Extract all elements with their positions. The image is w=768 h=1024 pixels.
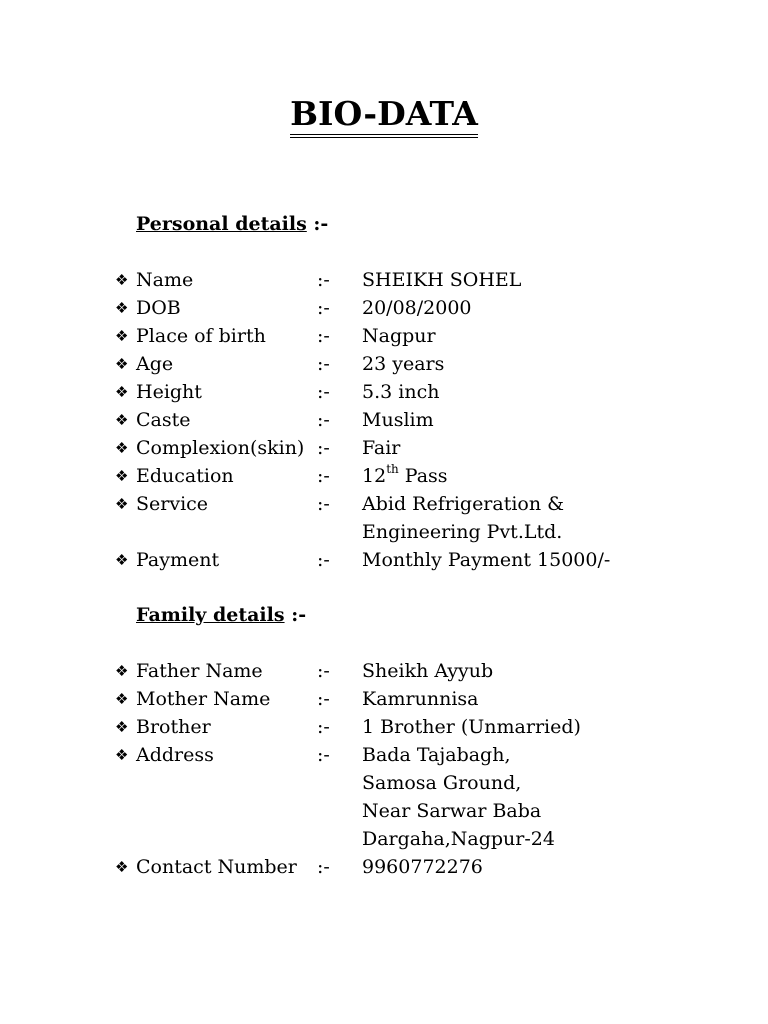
field-separator: :- bbox=[317, 437, 330, 459]
row-father-name bbox=[0, 657, 768, 685]
row-age bbox=[0, 350, 768, 378]
field-value: SHEIKH SOHEL bbox=[362, 269, 522, 291]
field-label: Contact Number bbox=[136, 856, 297, 878]
field-value: Abid Refrigeration & bbox=[362, 493, 565, 515]
field-separator: :- bbox=[317, 325, 330, 347]
field-label: Service bbox=[136, 493, 209, 515]
field-value: 9960772276 bbox=[362, 856, 483, 878]
field-value: 5.3 inch bbox=[362, 381, 440, 403]
field-value-continuation: Near Sarwar Baba bbox=[362, 800, 542, 822]
field-label: Height bbox=[136, 381, 202, 403]
field-separator: :- bbox=[317, 409, 330, 431]
row-address bbox=[0, 741, 768, 769]
field-separator: :- bbox=[317, 660, 330, 682]
four-diamond-bullet-icon: ❖ bbox=[115, 383, 129, 401]
row-service bbox=[0, 490, 768, 518]
four-diamond-bullet-icon: ❖ bbox=[115, 551, 129, 569]
personal-details-heading bbox=[136, 212, 328, 236]
four-diamond-bullet-icon: ❖ bbox=[115, 271, 129, 289]
four-diamond-bullet-icon: ❖ bbox=[115, 690, 129, 708]
row-education bbox=[0, 462, 768, 490]
field-label: Complexion(skin) bbox=[136, 437, 305, 459]
field-separator: :- bbox=[317, 353, 330, 375]
four-diamond-bullet-icon: ❖ bbox=[115, 746, 129, 764]
field-label: Age bbox=[136, 353, 174, 375]
heading-suffix: :- bbox=[291, 604, 307, 626]
field-value: Fair bbox=[362, 437, 401, 459]
row-height bbox=[0, 378, 768, 406]
row-payment bbox=[0, 546, 768, 574]
field-value bbox=[362, 462, 448, 490]
field-value-continuation: Dargaha,Nagpur-24 bbox=[362, 828, 555, 850]
field-value: Nagpur bbox=[362, 325, 436, 347]
row-brother bbox=[0, 713, 768, 741]
field-value: Bada Tajabagh, bbox=[362, 744, 511, 766]
four-diamond-bullet-icon: ❖ bbox=[115, 299, 129, 317]
family-details-heading bbox=[136, 603, 306, 627]
field-value: Sheikh Ayyub bbox=[362, 660, 494, 682]
four-diamond-bullet-icon: ❖ bbox=[115, 439, 129, 457]
page-title bbox=[0, 94, 768, 140]
field-label: Father Name bbox=[136, 660, 263, 682]
field-label: Name bbox=[136, 269, 194, 291]
row-caste bbox=[0, 406, 768, 434]
field-label: Mother Name bbox=[136, 688, 271, 710]
field-value-continuation: Samosa Ground, bbox=[362, 772, 522, 794]
field-label: Address bbox=[136, 744, 214, 766]
field-separator: :- bbox=[317, 465, 330, 487]
field-separator: :- bbox=[317, 716, 330, 738]
field-separator: :- bbox=[317, 381, 330, 403]
four-diamond-bullet-icon: ❖ bbox=[115, 467, 129, 485]
field-value: Kamrunnisa bbox=[362, 688, 479, 710]
row-complexion bbox=[0, 434, 768, 462]
row-dob bbox=[0, 294, 768, 322]
field-label: Caste bbox=[136, 409, 191, 431]
four-diamond-bullet-icon: ❖ bbox=[115, 355, 129, 373]
four-diamond-bullet-icon: ❖ bbox=[115, 327, 129, 345]
four-diamond-bullet-icon: ❖ bbox=[115, 858, 129, 876]
row-contact-number bbox=[0, 853, 768, 881]
field-separator: :- bbox=[317, 856, 330, 878]
education-ordinal-suffix: th bbox=[386, 461, 399, 476]
field-label: Education bbox=[136, 465, 234, 487]
field-value: Monthly Payment 15000/- bbox=[362, 549, 611, 571]
heading-suffix: :- bbox=[313, 213, 329, 235]
row-place-of-birth bbox=[0, 322, 768, 350]
four-diamond-bullet-icon: ❖ bbox=[115, 662, 129, 680]
title-text: BIO-DATA bbox=[290, 94, 478, 138]
education-number: 12 bbox=[362, 465, 387, 487]
field-separator: :- bbox=[317, 269, 330, 291]
field-label: Payment bbox=[136, 549, 220, 571]
field-label: DOB bbox=[136, 297, 181, 319]
field-value: 23 years bbox=[362, 353, 445, 375]
field-separator: :- bbox=[317, 493, 330, 515]
four-diamond-bullet-icon: ❖ bbox=[115, 718, 129, 736]
field-label: Brother bbox=[136, 716, 211, 738]
row-mother-name bbox=[0, 685, 768, 713]
heading-text: Personal details bbox=[136, 213, 307, 235]
field-value-continuation: Engineering Pvt.Ltd. bbox=[362, 521, 563, 543]
field-value: 1 Brother (Unmarried) bbox=[362, 716, 581, 738]
field-separator: :- bbox=[317, 744, 330, 766]
field-label: Place of birth bbox=[136, 325, 266, 347]
field-value: 20/08/2000 bbox=[362, 297, 472, 319]
field-value: Muslim bbox=[362, 409, 434, 431]
field-separator: :- bbox=[317, 688, 330, 710]
field-separator: :- bbox=[317, 297, 330, 319]
four-diamond-bullet-icon: ❖ bbox=[115, 495, 129, 513]
four-diamond-bullet-icon: ❖ bbox=[115, 411, 129, 429]
education-rest: Pass bbox=[398, 465, 448, 487]
heading-text: Family details bbox=[136, 604, 285, 626]
row-name bbox=[0, 266, 768, 294]
field-separator: :- bbox=[317, 549, 330, 571]
